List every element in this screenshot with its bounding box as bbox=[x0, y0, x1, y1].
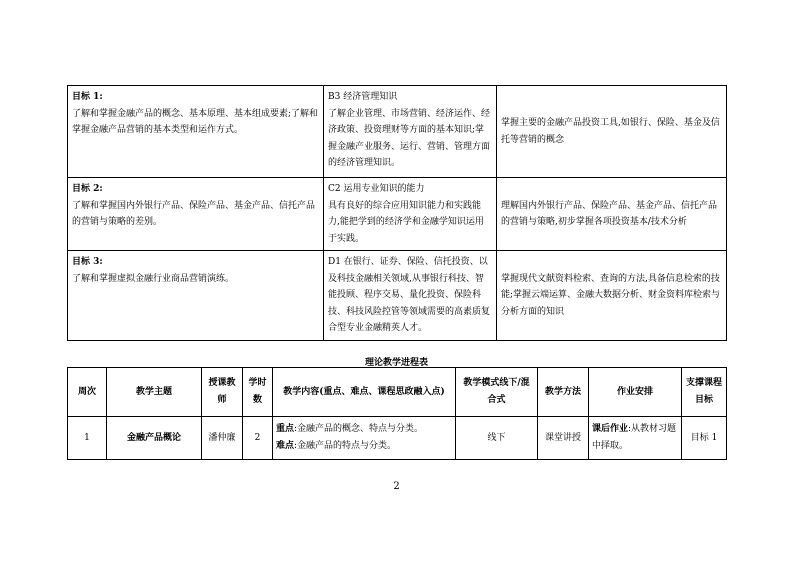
header-teacher: 授课教师 bbox=[202, 368, 243, 417]
ability-cell bbox=[324, 86, 497, 178]
objective-row bbox=[68, 178, 727, 251]
goal-cell bbox=[68, 251, 324, 341]
header-mode: 教学模式线下/混合式 bbox=[456, 368, 538, 417]
goal-cell bbox=[68, 86, 324, 178]
ability-text: 具有良好的综合应用知识能力和实践能力,能把学到的经济学和金融学知识运用于实践。 bbox=[328, 200, 484, 244]
goal-cell bbox=[68, 178, 324, 251]
difficult-text: :金融产品的特点与分类。 bbox=[294, 441, 397, 451]
ability-cell bbox=[324, 178, 497, 251]
goal-text: 了解和掌握金融产品的概念、基本原理、基本组成要素;了解和掌握金融产品营销的基本类型和运作方式。 bbox=[72, 108, 319, 135]
topic-cell: 金融产品概论 bbox=[107, 417, 202, 460]
schedule-table bbox=[67, 367, 727, 460]
ability-title: B3 经济管理知识 bbox=[328, 92, 398, 102]
key-point bbox=[276, 421, 452, 438]
header-assignment: 作业安排 bbox=[589, 368, 682, 417]
ability-text: 了解企业管理、市场营销、经济运作、经济政策、投资理财等方面的基本知识;掌握金融产业服务、运行、营销、管理方面的经济管理知识。 bbox=[328, 108, 491, 168]
page-number: 2 bbox=[393, 481, 400, 492]
objectives-table bbox=[67, 85, 727, 341]
assignment-label: 课后作业 bbox=[592, 424, 629, 434]
schedule-row bbox=[68, 417, 727, 460]
teacher-cell: 潘仲廉 bbox=[202, 417, 243, 460]
key-text: :金融产品的概念、特点与分类。 bbox=[294, 424, 424, 434]
support-cell: 目标 1 bbox=[682, 417, 727, 460]
schedule-header-row bbox=[68, 368, 727, 417]
content-cell bbox=[273, 417, 456, 460]
assignment-cell bbox=[589, 417, 682, 460]
header-content: 教学内容(重点、难点、课程思政融入点) bbox=[273, 368, 456, 417]
assignment-text: :从教材习题中择取。 bbox=[592, 424, 677, 451]
schedule-title: 理论教学进程表 bbox=[364, 358, 428, 368]
header-method: 教学方法 bbox=[538, 368, 589, 417]
goal-text: 了解和掌握虚拟金融行业商品营销演练。 bbox=[72, 273, 235, 284]
goal-title: 目标 3: bbox=[72, 257, 103, 267]
goal-title: 目标 2: bbox=[72, 184, 103, 194]
goal-title: 目标 1: bbox=[72, 92, 103, 102]
week-cell: 1 bbox=[68, 417, 107, 460]
detail-cell: 掌握现代文献资料检索、查询的方法,具备信息检索的技能;掌握云端运算、金融大数据分析、财金资料库检索与分析方面的知识 bbox=[497, 251, 727, 341]
ability-cell bbox=[324, 251, 497, 341]
header-topic: 教学主题 bbox=[107, 368, 202, 417]
objective-row bbox=[68, 251, 727, 341]
goal-text: 了解和掌握国内外银行产品、保险产品、基金产品、信托产品的营销与策略的差别。 bbox=[72, 200, 316, 227]
key-label: 重点 bbox=[276, 424, 295, 434]
header-week: 周次 bbox=[68, 368, 107, 417]
detail-cell: 掌握主要的金融产品投资工具,如银行、保险、基金及信托等营销的概念 bbox=[497, 86, 727, 178]
header-hours: 学时数 bbox=[243, 368, 273, 417]
hours-cell: 2 bbox=[243, 417, 273, 460]
ability-title: D1 在银行、证券、保险、信托投资、以及科技金融相关领域,从事银行科技、智能投顾、程序交易、量化投资、保险科技、科技风险控管等领域需要的高素质复合型专业金融精英人才。 bbox=[328, 257, 491, 333]
detail-cell: 理解国内外银行产品、保险产品、基金产品、信托产品的营销与策略,初步掌握各项投资基本/技术分析 bbox=[497, 178, 727, 251]
header-support: 支撑课程目标 bbox=[682, 368, 727, 417]
ability-title: C2 运用专业知识的能力 bbox=[328, 184, 425, 194]
difficult-label: 难点 bbox=[276, 441, 295, 451]
difficult-point bbox=[276, 438, 452, 455]
objective-row bbox=[68, 86, 727, 178]
mode-cell: 线下 bbox=[456, 417, 538, 460]
method-cell: 课堂讲授 bbox=[538, 417, 589, 460]
